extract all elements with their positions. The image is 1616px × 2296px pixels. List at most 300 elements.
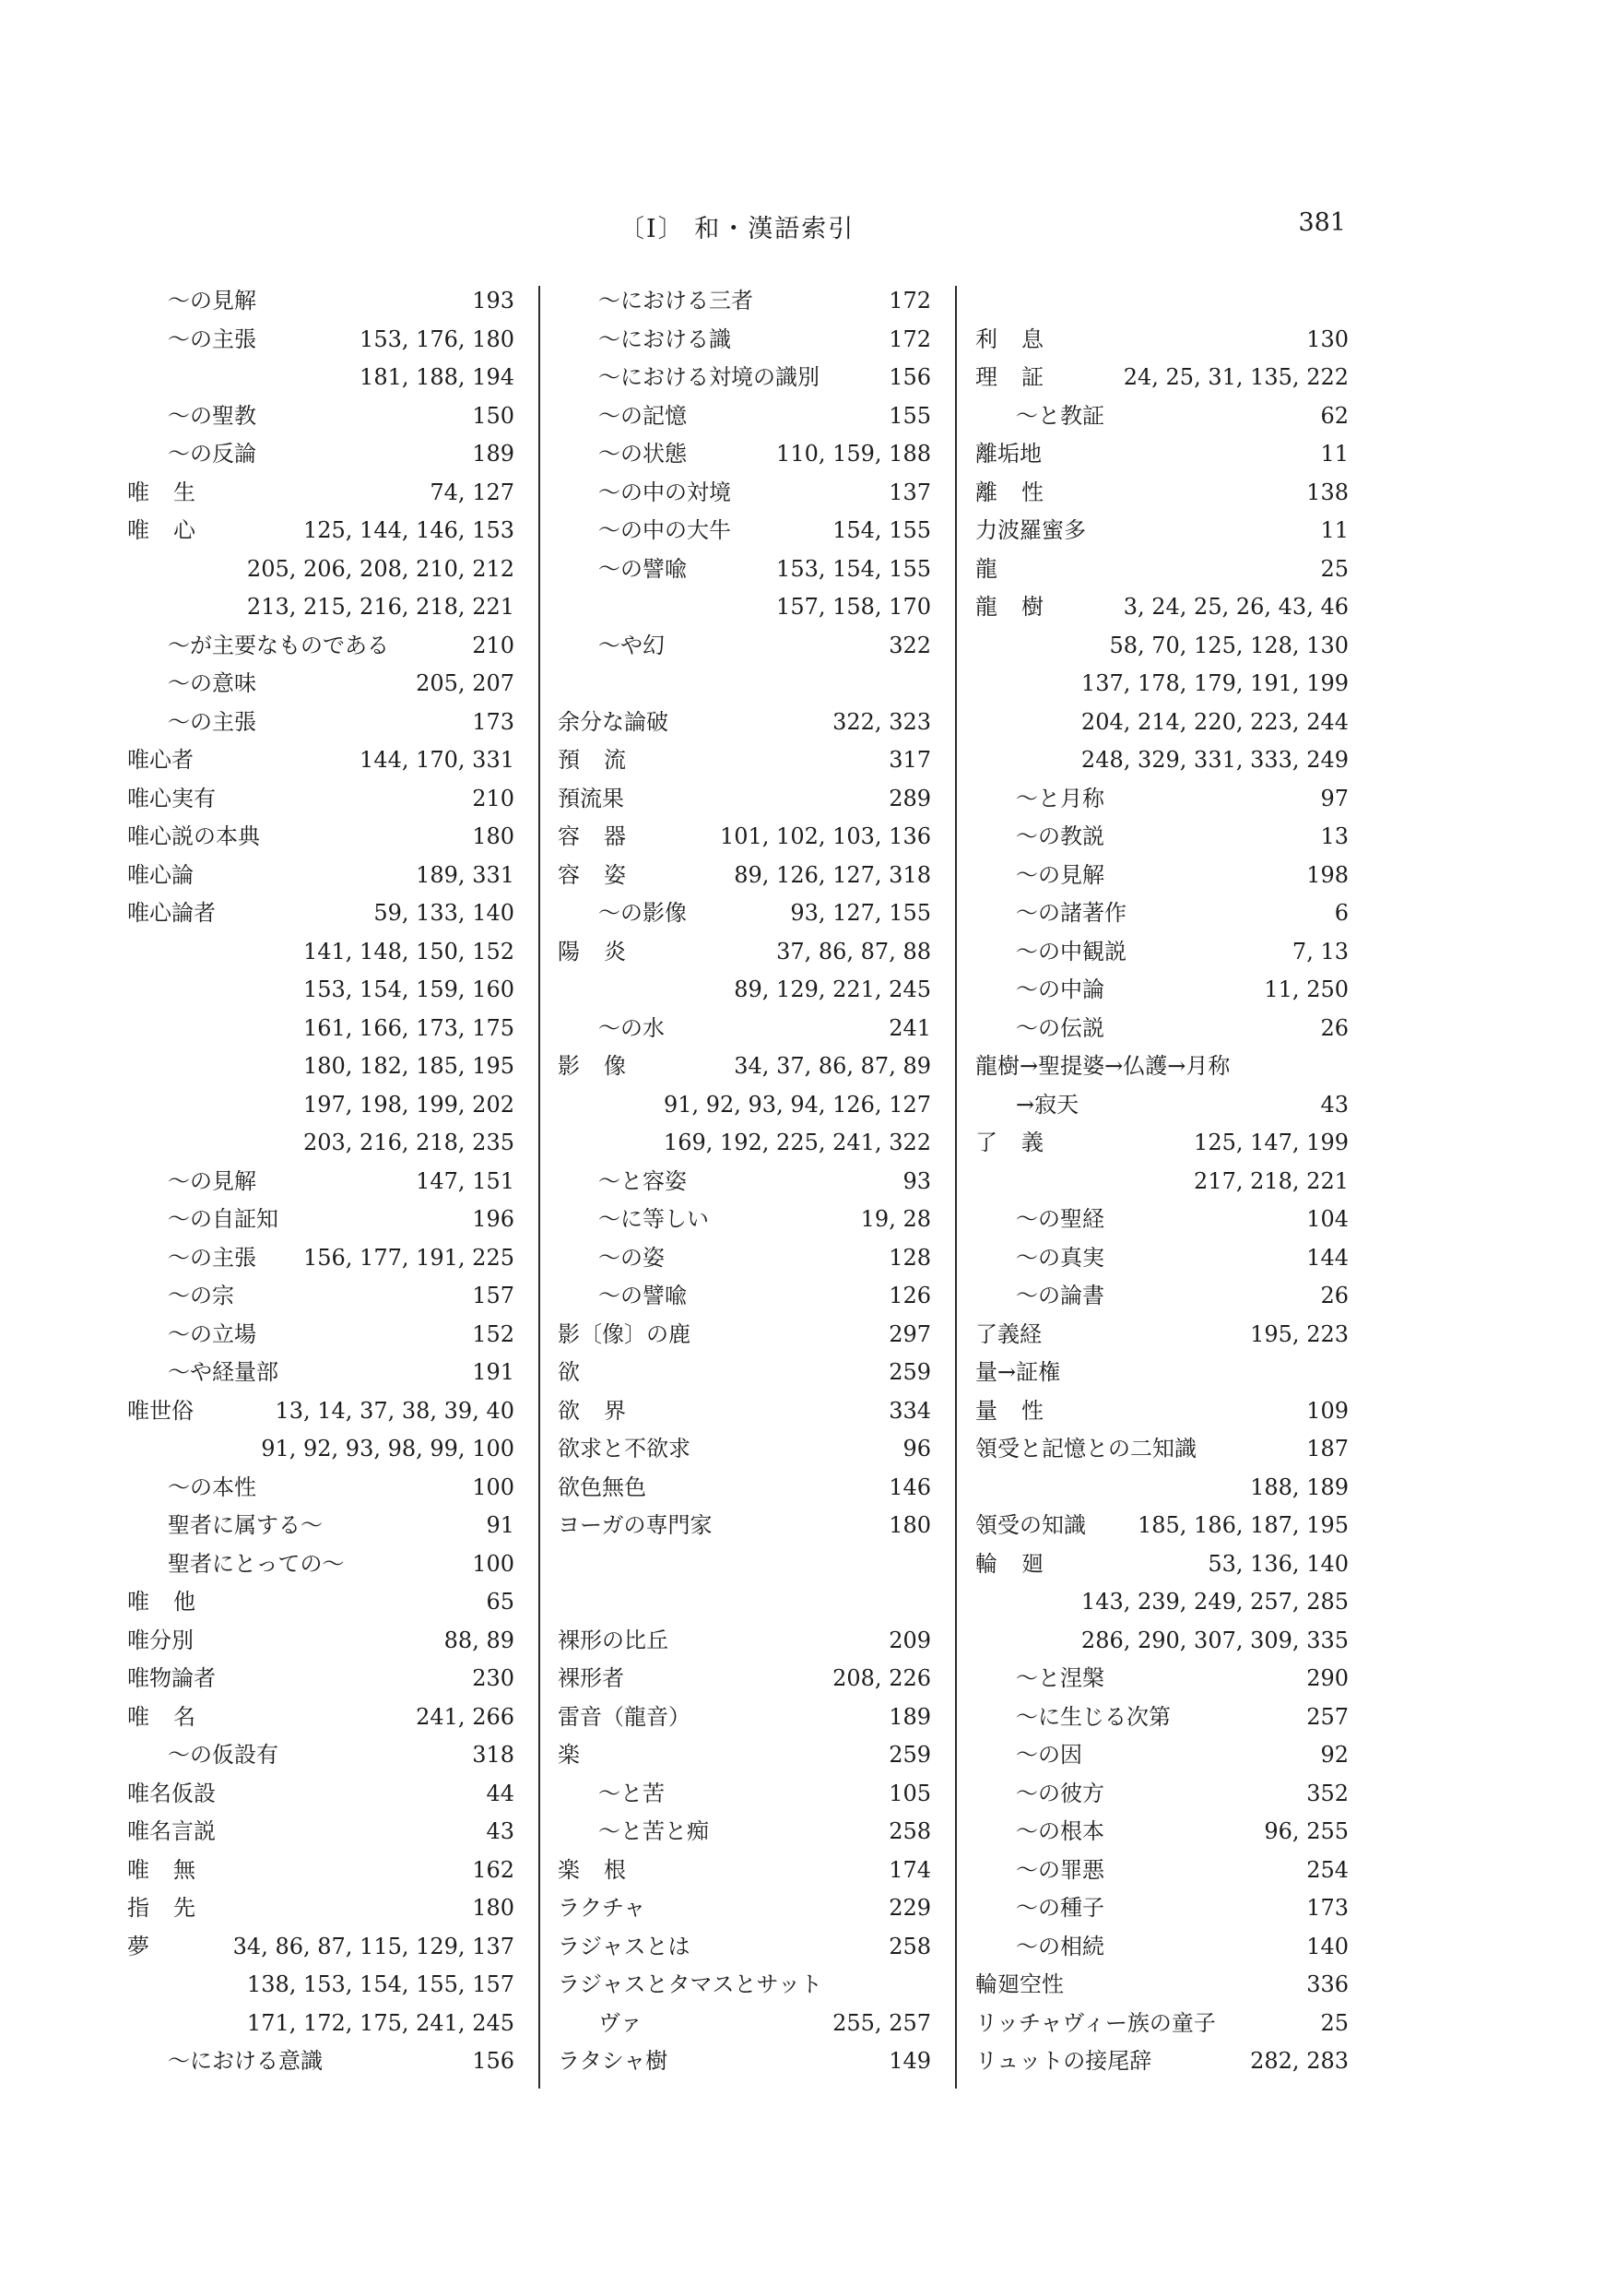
index-term: ～の仮設有 [168, 1742, 278, 1768]
index-term: 唯心論者 [127, 900, 216, 926]
index-entry [127, 1010, 514, 1048]
index-entry [975, 1239, 1349, 1278]
index-entry [127, 704, 514, 742]
index-entry [127, 971, 514, 1010]
index-page-refs: 137 [889, 479, 931, 505]
index-entry [975, 818, 1349, 857]
index-term: ～の状態 [598, 441, 687, 467]
index-term: ～の根本 [1016, 1818, 1104, 1844]
index-term: ～の種子 [1016, 1895, 1104, 1921]
index-term: 量→証権 [975, 1359, 1061, 1385]
index-page-refs: 196 [472, 1206, 514, 1232]
index-page-refs: 25 [1320, 2009, 1349, 2036]
index-entry [975, 857, 1349, 895]
index-entry [558, 1201, 931, 1239]
index-term: ～の中の大牛 [598, 517, 731, 543]
index-entry [975, 1966, 1349, 2005]
index-page-refs: 143, 239, 249, 257, 285 [1080, 1589, 1349, 1615]
index-page-refs: 210 [472, 632, 514, 658]
index-entry [558, 665, 931, 704]
index-term: 欲界 [558, 1397, 650, 1424]
index-entry [558, 933, 931, 972]
index-page-refs: 130 [1306, 325, 1349, 352]
index-term: ～に等しい [598, 1206, 709, 1232]
index-page-refs: 147, 151 [416, 1167, 514, 1194]
index-entry [975, 1047, 1349, 1086]
index-page-refs: 6 [1334, 900, 1349, 926]
index-entry [975, 474, 1349, 513]
index-page-refs: 153, 154, 159, 160 [302, 976, 514, 1002]
index-term: 欲 [558, 1359, 580, 1385]
index-entry [127, 2005, 514, 2043]
index-page-refs: 93 [902, 1167, 931, 1194]
index-page-refs: 172 [889, 325, 931, 352]
index-page-refs: 53, 136, 140 [1208, 1550, 1349, 1577]
index-page-refs: 11 [1320, 517, 1349, 543]
index-term: 了義 [975, 1130, 1068, 1155]
index-page-refs: 162 [472, 1856, 514, 1883]
index-term: ～の中観説 [1016, 938, 1126, 965]
index-term: ～の譬喩 [598, 1283, 687, 1308]
index-term: ～と苦と痴 [598, 1818, 709, 1844]
index-entry [558, 1583, 931, 1622]
index-term: ～の自証知 [168, 1206, 278, 1232]
index-term: ラタシャ樹 [558, 2048, 668, 2074]
index-term: 欲求と不欲求 [558, 1436, 690, 1462]
index-page-refs: 34, 37, 86, 87, 89 [734, 1053, 931, 1079]
index-entry [975, 704, 1349, 742]
index-page-refs: 141, 148, 150, 152 [302, 938, 514, 965]
index-term: ～の中の対境 [598, 479, 731, 505]
index-entry [127, 1660, 514, 1698]
index-entry [558, 1430, 931, 1469]
index-page-refs: 204, 214, 220, 223, 244 [1080, 708, 1349, 735]
index-page-refs: 180 [472, 823, 514, 849]
index-term: ～の宗 [168, 1283, 234, 1308]
index-term: ラジャスとは [558, 1933, 690, 1959]
index-page-refs: 352 [1306, 1780, 1349, 1806]
index-entry [127, 2042, 514, 2081]
index-page-refs: 180, 182, 185, 195 [302, 1053, 514, 1079]
index-page-refs: 11 [1320, 441, 1349, 467]
index-entry [127, 1047, 514, 1086]
index-page-refs: 229 [889, 1895, 931, 1921]
index-term: ～と教証 [1016, 402, 1104, 429]
index-entry [127, 397, 514, 436]
index-page-refs: 155 [889, 402, 931, 429]
index-term: 容姿 [558, 861, 650, 888]
index-entry [975, 2005, 1349, 2043]
index-term: 龍樹 [975, 594, 1068, 620]
index-term: ～における識 [598, 325, 731, 352]
index-term: ～の彼方 [1016, 1780, 1104, 1806]
index-term: ～と苦 [598, 1780, 665, 1806]
index-entry [127, 1966, 514, 2005]
index-entry [558, 1163, 931, 1201]
index-page-refs: 105 [889, 1780, 931, 1806]
index-page-refs: 195, 223 [1250, 1320, 1349, 1347]
index-term: 理証 [975, 364, 1068, 390]
index-term: ～と月称 [1016, 785, 1104, 811]
index-entry [127, 550, 514, 589]
index-entry [127, 1239, 514, 1278]
index-page-refs: 109 [1306, 1397, 1349, 1424]
index-entry [975, 1583, 1349, 1622]
index-entry [558, 627, 931, 666]
index-entry [975, 1622, 1349, 1661]
index-term: 唯心実有 [127, 785, 216, 811]
index-entry [975, 1507, 1349, 1545]
index-term: 雷音（龍音） [558, 1703, 690, 1730]
index-page-refs: 101, 102, 103, 136 [719, 823, 931, 849]
index-entry [975, 1852, 1349, 1890]
index-page-refs: 146 [889, 1473, 931, 1500]
index-page-refs: 93, 127, 155 [790, 900, 931, 926]
index-term: 唯他 [127, 1589, 219, 1615]
index-page-refs: 210 [472, 785, 514, 811]
index-entry [127, 1545, 514, 1584]
index-term: 影像 [558, 1053, 650, 1079]
index-page-refs: 43 [1320, 1091, 1349, 1118]
index-page-refs: 144 [1306, 1244, 1349, 1271]
index-term: ～の中論 [1016, 976, 1104, 1002]
index-entry [127, 1813, 514, 1852]
index-page-refs: 241, 266 [416, 1703, 514, 1730]
index-entry [975, 627, 1349, 666]
index-entry [558, 1047, 931, 1086]
index-page-refs: 259 [889, 1359, 931, 1385]
index-term: ～の記憶 [598, 402, 687, 429]
index-page-refs: 74, 127 [430, 479, 514, 505]
index-entry [558, 588, 931, 627]
index-entry [558, 512, 931, 550]
index-term: ヴァ [598, 2009, 643, 2036]
index-page-refs: 34, 86, 87, 115, 129, 137 [232, 1933, 514, 1959]
index-entry [127, 1354, 514, 1392]
index-term: ～の聖教 [168, 402, 256, 429]
index-page-refs: 209 [889, 1627, 931, 1653]
index-page-refs: 59, 133, 140 [373, 900, 514, 926]
index-entry [975, 1889, 1349, 1928]
index-page-refs: 26 [1320, 1283, 1349, 1308]
index-term: 余分な論破 [558, 708, 668, 735]
index-page-refs: 89, 129, 221, 245 [734, 976, 931, 1002]
index-term: リッチャヴィー族の童子 [975, 2009, 1216, 2036]
index-page-refs: 44 [486, 1780, 514, 1806]
index-entry [558, 1928, 931, 1967]
index-entry [975, 359, 1349, 397]
index-page-refs: 171, 172, 175, 241, 245 [246, 2009, 514, 2036]
index-page-refs: 180 [472, 1895, 514, 1921]
index-page-refs: 248, 329, 331, 333, 249 [1080, 747, 1349, 773]
index-entry [558, 1277, 931, 1316]
index-page-refs: 336 [1306, 1971, 1349, 1997]
index-term: 輪廻空性 [975, 1971, 1064, 1997]
index-entry [558, 971, 931, 1010]
index-term: 裸形者 [558, 1665, 624, 1691]
index-entry [558, 1966, 931, 2005]
index-entry [975, 1775, 1349, 1814]
index-page-refs: 153, 154, 155 [776, 555, 931, 582]
index-page-refs: 318 [472, 1742, 514, 1768]
index-entry [975, 933, 1349, 972]
index-term: 唯名言説 [127, 1818, 216, 1844]
index-term: 影〔像〕の鹿 [558, 1320, 690, 1347]
index-page-refs: 157, 158, 170 [776, 594, 931, 620]
index-entry [558, 435, 931, 474]
index-entry [558, 550, 931, 589]
index-term: ～の見解 [1016, 861, 1104, 888]
index-entry [127, 1201, 514, 1239]
index-entry [558, 780, 931, 819]
index-entry [127, 1622, 514, 1661]
index-entry [127, 474, 514, 513]
index-term: 陽炎 [558, 938, 650, 965]
index-page-refs: 205, 207 [416, 670, 514, 696]
index-term: 裸形の比丘 [558, 1627, 668, 1653]
index-term: 唯分別 [127, 1627, 194, 1653]
column-divider [538, 286, 540, 2089]
index-page-refs: 156 [889, 364, 931, 390]
index-page-refs: 154, 155 [832, 517, 931, 543]
index-entry [975, 2042, 1349, 2081]
index-page-refs: 258 [889, 1818, 931, 1844]
index-entry [558, 359, 931, 397]
index-term: ～の譬喩 [598, 555, 687, 582]
index-entry [975, 741, 1349, 780]
index-term: ～の伝説 [1016, 1014, 1104, 1041]
index-entry [127, 1124, 514, 1163]
index-entry [558, 1775, 931, 1814]
index-page-refs: 161, 166, 173, 175 [302, 1014, 514, 1041]
index-page-refs: 181, 188, 194 [360, 364, 514, 390]
index-entry [975, 665, 1349, 704]
index-page-refs: 180 [889, 1512, 931, 1538]
index-term: ～の真実 [1016, 1244, 1104, 1271]
index-page-refs: 189 [889, 1703, 931, 1730]
index-page-refs: 217, 218, 221 [1194, 1167, 1349, 1194]
index-term: 領受の知識 [975, 1512, 1086, 1538]
index-entry [975, 1086, 1349, 1125]
index-page-refs: 203, 216, 218, 235 [302, 1130, 514, 1155]
index-entry [975, 435, 1349, 474]
index-entry [558, 741, 931, 780]
index-page-refs: 189 [472, 441, 514, 467]
index-term: ～や幻 [598, 632, 665, 658]
index-entry [127, 741, 514, 780]
index-term: 唯名仮設 [127, 1780, 216, 1806]
index-entry [558, 2042, 931, 2081]
index-entry [127, 282, 514, 321]
index-term: 楽根 [558, 1856, 650, 1883]
index-page-refs: 290 [1306, 1665, 1349, 1691]
index-term: ～における意識 [168, 2048, 323, 2074]
index-page-refs: 241 [889, 1014, 931, 1041]
index-page-refs: 65 [486, 1589, 514, 1615]
index-term: 唯世俗 [127, 1397, 194, 1424]
index-term: 龍 [975, 555, 997, 582]
index-term: ～における対境の識別 [598, 364, 820, 390]
index-column-3 [975, 282, 1349, 2126]
index-term: ～の反論 [168, 441, 256, 467]
index-page-refs: 19, 28 [860, 1206, 931, 1232]
index-term: 唯心論 [127, 861, 194, 888]
index-term: ～の見解 [168, 1167, 256, 1194]
index-entry [558, 894, 931, 933]
index-term: 利息 [975, 325, 1068, 352]
index-page-refs: 173 [472, 708, 514, 735]
index-page-refs: 144, 170, 331 [360, 747, 514, 773]
index-entry [558, 1889, 931, 1928]
index-entry [127, 1316, 514, 1355]
index-entry [127, 512, 514, 550]
index-term: ～の姿 [598, 1244, 665, 1271]
index-entry [127, 1086, 514, 1125]
index-entry [975, 1736, 1349, 1775]
index-term: リュットの接尾辞 [975, 2048, 1152, 2074]
index-term: 預流果 [558, 785, 624, 811]
index-page-refs: 13, 14, 37, 38, 39, 40 [275, 1397, 514, 1424]
index-page-refs: 286, 290, 307, 309, 335 [1080, 1627, 1349, 1653]
index-entry [558, 1469, 931, 1508]
index-entry [558, 1239, 931, 1278]
index-page-refs: 128 [889, 1244, 931, 1271]
index-term: ～の主張 [168, 325, 256, 352]
index-page-refs: 125, 147, 199 [1194, 1130, 1349, 1155]
index-term: 唯無 [127, 1856, 219, 1883]
index-entry [558, 857, 931, 895]
index-term: 指先 [127, 1895, 219, 1921]
column-divider [955, 286, 957, 2089]
index-page-refs: 156, 177, 191, 225 [302, 1244, 514, 1271]
index-page-refs: 191 [472, 1359, 514, 1385]
index-page-refs: 149 [889, 2048, 931, 2074]
index-entry [975, 1316, 1349, 1355]
index-entry [127, 1277, 514, 1316]
index-page-refs: 137, 178, 179, 191, 199 [1080, 670, 1349, 696]
index-entry [127, 359, 514, 397]
index-term: ～の相続 [1016, 1933, 1104, 1959]
index-entry [975, 1010, 1349, 1048]
index-term: 唯名 [127, 1703, 219, 1730]
index-entry [975, 1124, 1349, 1163]
index-term: ～の立場 [168, 1320, 256, 1347]
index-entry [975, 512, 1349, 550]
index-entry [127, 1852, 514, 1890]
index-page-refs: 334 [889, 1397, 931, 1424]
index-page-refs: 126 [889, 1283, 931, 1308]
index-page-refs: 89, 126, 127, 318 [734, 861, 931, 888]
index-entry [558, 1354, 931, 1392]
index-page-refs: 254 [1306, 1856, 1349, 1883]
index-entry [975, 282, 1349, 321]
index-page-refs: 7, 13 [1292, 938, 1349, 965]
index-page-refs: 25 [1320, 555, 1349, 582]
index-entry [975, 1392, 1349, 1431]
index-term: ～の意味 [168, 670, 256, 696]
index-entry [975, 1201, 1349, 1239]
index-entry [975, 321, 1349, 360]
index-page-refs: 91 [486, 1512, 514, 1538]
index-page-refs: 257 [1306, 1703, 1349, 1730]
index-entry [558, 818, 931, 857]
index-page-refs: 189, 331 [416, 861, 514, 888]
index-page-refs: 110, 159, 188 [776, 441, 931, 467]
index-entry [558, 1660, 931, 1698]
index-term: ラジャスとタマスとサット [558, 1971, 823, 1997]
index-term: ～の論書 [1016, 1283, 1104, 1308]
index-entry [558, 1010, 931, 1048]
index-page-refs: 24, 25, 31, 135, 222 [1123, 364, 1349, 390]
index-term: 唯物論者 [127, 1665, 216, 1691]
index-term: 楽 [558, 1742, 580, 1768]
index-page-refs: 96, 255 [1264, 1818, 1349, 1844]
index-page-refs: 259 [889, 1742, 931, 1768]
index-term: ～や経量部 [168, 1359, 278, 1385]
index-entry [558, 321, 931, 360]
index-entry [975, 1545, 1349, 1584]
index-page-refs: 317 [889, 747, 931, 773]
index-page-refs: 58, 70, 125, 128, 130 [1109, 632, 1349, 658]
index-term: 唯心 [127, 517, 219, 543]
index-entry [127, 780, 514, 819]
index-entry [127, 627, 514, 666]
index-entry [127, 857, 514, 895]
index-term: 量性 [975, 1397, 1068, 1424]
index-page-refs: 100 [472, 1550, 514, 1577]
index-entry [558, 282, 931, 321]
index-entry [558, 1545, 931, 1584]
index-page-refs: 193 [472, 288, 514, 314]
index-term: ～の影像 [598, 900, 687, 926]
index-entry [558, 474, 931, 513]
index-page-refs: 153, 176, 180 [360, 325, 514, 352]
index-entry [558, 1736, 931, 1775]
index-term: ～の水 [598, 1014, 665, 1041]
index-term: ～の見解 [168, 288, 256, 314]
index-term: 離垢地 [975, 441, 1042, 467]
index-term: ～における三者 [598, 288, 753, 314]
index-entry [127, 1583, 514, 1622]
index-page-refs: 157 [472, 1283, 514, 1308]
index-page-refs: 185, 186, 187, 195 [1137, 1512, 1349, 1538]
index-term: 預流 [558, 747, 650, 773]
page-number: 381 [1298, 208, 1346, 237]
index-page-refs: 97 [1320, 785, 1349, 811]
index-page-refs: 104 [1306, 1206, 1349, 1232]
index-page-refs: 138, 153, 154, 155, 157 [246, 1971, 514, 1997]
index-entry [558, 2005, 931, 2043]
index-page-refs: 3, 24, 25, 26, 43, 46 [1123, 594, 1349, 620]
index-entry [127, 1928, 514, 1967]
index-term: ～の本性 [168, 1473, 256, 1500]
index-term: ～の主張 [168, 708, 256, 735]
index-page-refs: 125, 144, 146, 153 [302, 517, 514, 543]
index-page-refs: 187 [1306, 1436, 1349, 1462]
index-entry [127, 1698, 514, 1737]
index-page-refs: 152 [472, 1320, 514, 1347]
index-term: 聖者にとっての～ [168, 1550, 345, 1577]
index-term: ～が主要なものである [168, 632, 389, 658]
index-entry [558, 397, 931, 436]
index-entry [975, 1277, 1349, 1316]
index-entry [558, 1392, 931, 1431]
index-page-refs: 322, 323 [832, 708, 931, 735]
index-entry [975, 550, 1349, 589]
index-page-refs: 174 [889, 1856, 931, 1883]
index-entry [975, 1813, 1349, 1852]
index-entry [127, 1507, 514, 1545]
